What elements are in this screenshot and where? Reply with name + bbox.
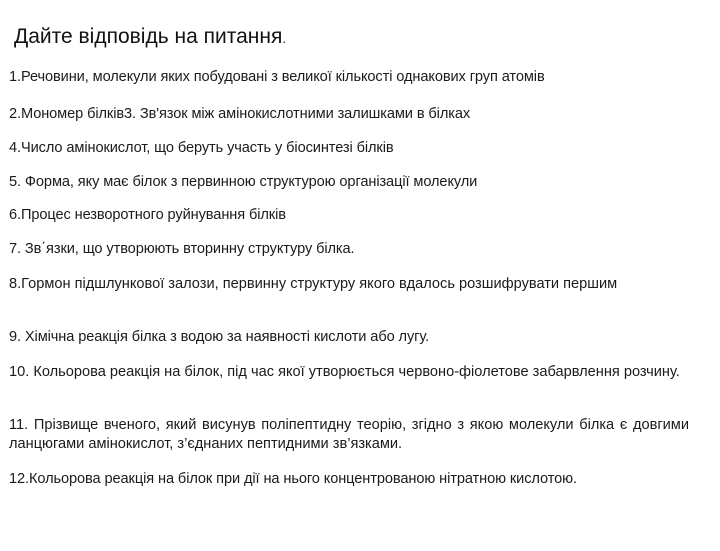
page-title (14, 23, 286, 53)
title-text: Дайте відповідь на питання (14, 25, 283, 48)
question-5: 5. Форма, яку має білок з первинною структурою організації молекули (9, 174, 478, 190)
question-1: 1.Речовини, молекули яких побудовані з великої кількості однакових груп атомів (9, 69, 545, 85)
question-8: 8.Гормон підшлункової залози, первинну структуру якого вдалось розшифрувати першим (9, 276, 618, 292)
question-7: 7. Зв΄язки, що утворюють вторинну структуру білка. (9, 241, 355, 257)
question-11: 11. Прізвище вченого, який висунув поліпептидну теорію, згідно з якою молекули білка є довгими ланцюгами амінокислот, з’єднаних пептидними зв’язками. (9, 417, 689, 452)
question-2: 2.Мономер білків3. Зв'язок між амінокислотними залишками в білках (9, 106, 471, 122)
title-period: . (282, 31, 286, 46)
question-9: 9. Хімічна реакція білка з водою за наявності кислоти або лугу. (9, 329, 430, 345)
question-12: 12.Кольорова реакція на білок при дії на нього концентрованою нітратною кислотою. (9, 471, 577, 487)
question-10: 10. Кольорова реакція на білок, під час якої утворюється червоно-фіолетове забарвлення розчину. (9, 364, 680, 380)
question-4: 4.Число амінокислот, що беруть участь у біосинтезі білків (9, 140, 394, 156)
question-6: 6.Процес незворотного руйнування білків (9, 207, 286, 223)
